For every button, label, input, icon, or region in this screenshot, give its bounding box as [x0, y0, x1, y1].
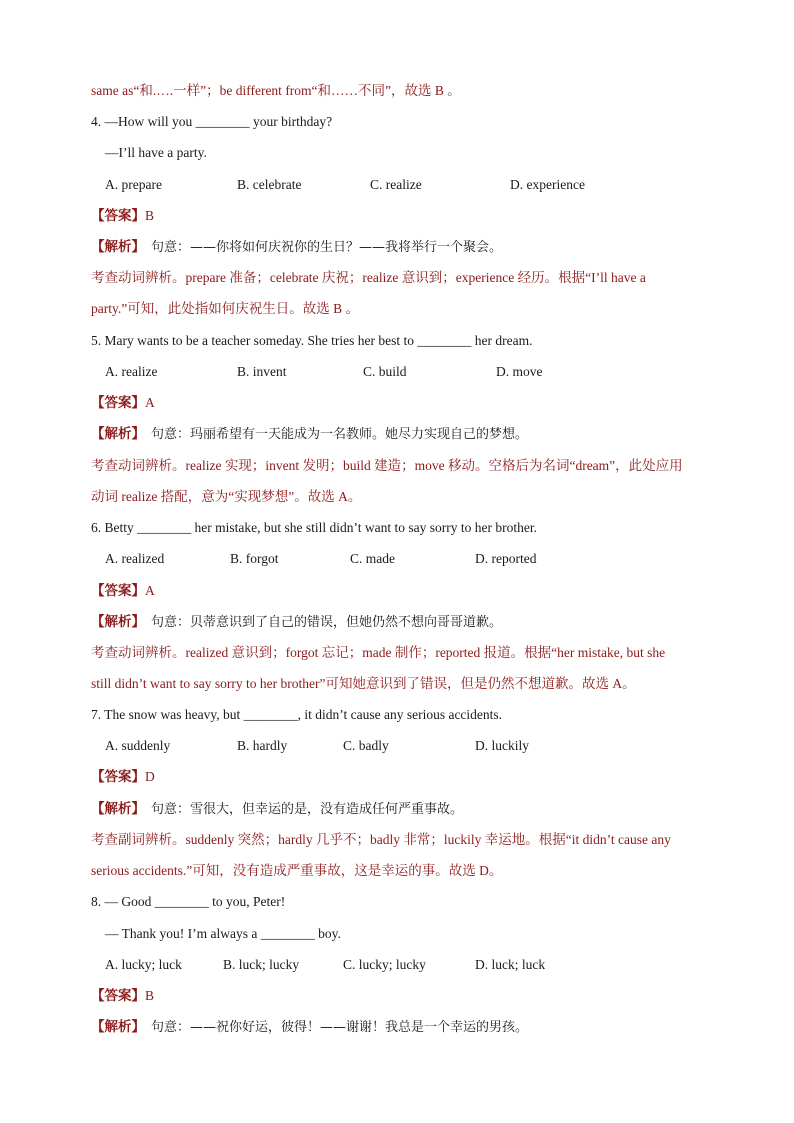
option-b: B. celebrate: [237, 177, 302, 192]
answer-value: B: [145, 208, 155, 223]
explanation-line: serious accidents.”可知，没有造成严重事故，这是幸运的事。故选 D。: [91, 863, 503, 878]
question-4-reply: —I’ll have a party.: [105, 145, 207, 160]
answer-row: [91, 986, 154, 1006]
option-c: C. build: [363, 364, 407, 379]
analysis-label: 【解析】: [91, 239, 145, 255]
answer-label: 【答案】: [91, 395, 145, 411]
analysis-row: [91, 1017, 528, 1038]
question-7: 7. The snow was heavy, but ________, it didn’t cause any serious accidents.: [91, 707, 503, 722]
option-d: D. experience: [510, 177, 585, 192]
answer-label: 【答案】: [91, 583, 145, 599]
question-8-reply: — Thank you! I’m always a ________ boy.: [105, 926, 341, 941]
analysis-label: 【解析】: [91, 1019, 145, 1035]
analysis-row: [91, 424, 528, 445]
question-6: 6. Betty ________ her mistake, but she still didn’t want to say sorry to her brother.: [91, 520, 537, 535]
analysis-row: [91, 612, 502, 633]
explanation-continued: same as“和.….一样”；be different from“和……不同”，故选 B 。: [91, 83, 461, 98]
answer-row: [91, 393, 155, 413]
explanation-line: still didn’t want to say sorry to her brother”可知她意识到了错误，但是仍然不想道歉。故选 A。: [91, 676, 636, 691]
option-b: B. hardly: [237, 738, 288, 753]
option-a: A. realize: [105, 364, 158, 379]
sentence-meaning: 句意：玛丽希望有一天能成为一名教师。她尽力实现自己的梦想。: [151, 427, 529, 442]
answer-value: B: [145, 988, 155, 1003]
explanation-line: 考查动词辨析。realized 意识到；forgot 忘记；made 制作；reported 报道。根据“her mistake, but she: [91, 645, 666, 660]
answer-row: [91, 767, 155, 787]
option-d: D. luck; luck: [475, 957, 546, 972]
answer-label: 【答案】: [91, 988, 145, 1004]
answer-value: D: [145, 769, 155, 784]
analysis-label: 【解析】: [91, 801, 145, 817]
option-d: D. luckily: [475, 738, 529, 753]
answer-row: [91, 206, 154, 226]
explanation-line: 考查副词辨析。suddenly 突然；hardly 几乎不；badly 非常；luckily 幸运地。根据“it didn’t cause any: [91, 832, 671, 847]
sentence-meaning: 句意：——你将如何庆祝你的生日？——我将举行一个聚会。: [151, 240, 503, 255]
option-c: C. made: [350, 551, 395, 566]
answer-value: A: [145, 395, 155, 410]
option-d: D. move: [496, 364, 543, 379]
analysis-label: 【解析】: [91, 614, 145, 630]
question-8: 8. — Good ________ to you, Peter!: [91, 894, 286, 909]
option-a: A. realized: [105, 551, 165, 566]
analysis-row: [91, 237, 502, 258]
option-b: B. invent: [237, 364, 287, 379]
explanation-line: party.”可知，此处指如何庆祝生日。故选 B 。: [91, 301, 359, 316]
option-a: A. lucky; luck: [105, 957, 182, 972]
answer-row: [91, 581, 155, 601]
question-5: 5. Mary wants to be a teacher someday. She tries her best to ________ her dream.: [91, 333, 533, 348]
option-b: B. luck; lucky: [223, 957, 300, 972]
question-4: 4. —How will you ________ your birthday?: [91, 114, 333, 129]
option-a: A. prepare: [105, 177, 162, 192]
option-c: C. badly: [343, 738, 389, 753]
option-c: C. realize: [370, 177, 422, 192]
answer-label: 【答案】: [91, 769, 145, 785]
explanation-line: 考查动词辨析。realize 实现；invent 发明；build 建造；move 移动。空格后为名词“dream”，此处应用: [91, 458, 683, 473]
analysis-label: 【解析】: [91, 426, 145, 442]
explanation-line: 动词 realize 搭配，意为“实现梦想”。故选 A。: [91, 489, 362, 504]
sentence-meaning: 句意：雪很大，但幸运的是，没有造成任何严重事故。: [151, 802, 464, 817]
answer-label: 【答案】: [91, 208, 145, 224]
analysis-row: [91, 799, 463, 820]
option-a: A. suddenly: [105, 738, 171, 753]
sentence-meaning: 句意：贝蒂意识到了自己的错误，但她仍然不想向哥哥道歉。: [151, 615, 503, 630]
explanation-line: 考查动词辨析。prepare 准备；celebrate 庆祝；realize 意识到；experience 经历。根据“I’ll have a: [91, 270, 646, 285]
option-b: B. forgot: [230, 551, 279, 566]
answer-value: A: [145, 583, 155, 598]
option-c: C. lucky; lucky: [343, 957, 426, 972]
option-d: D. reported: [475, 551, 537, 566]
sentence-meaning: 句意：——祝你好运，彼得！——谢谢！我总是一个幸运的男孩。: [151, 1020, 529, 1035]
